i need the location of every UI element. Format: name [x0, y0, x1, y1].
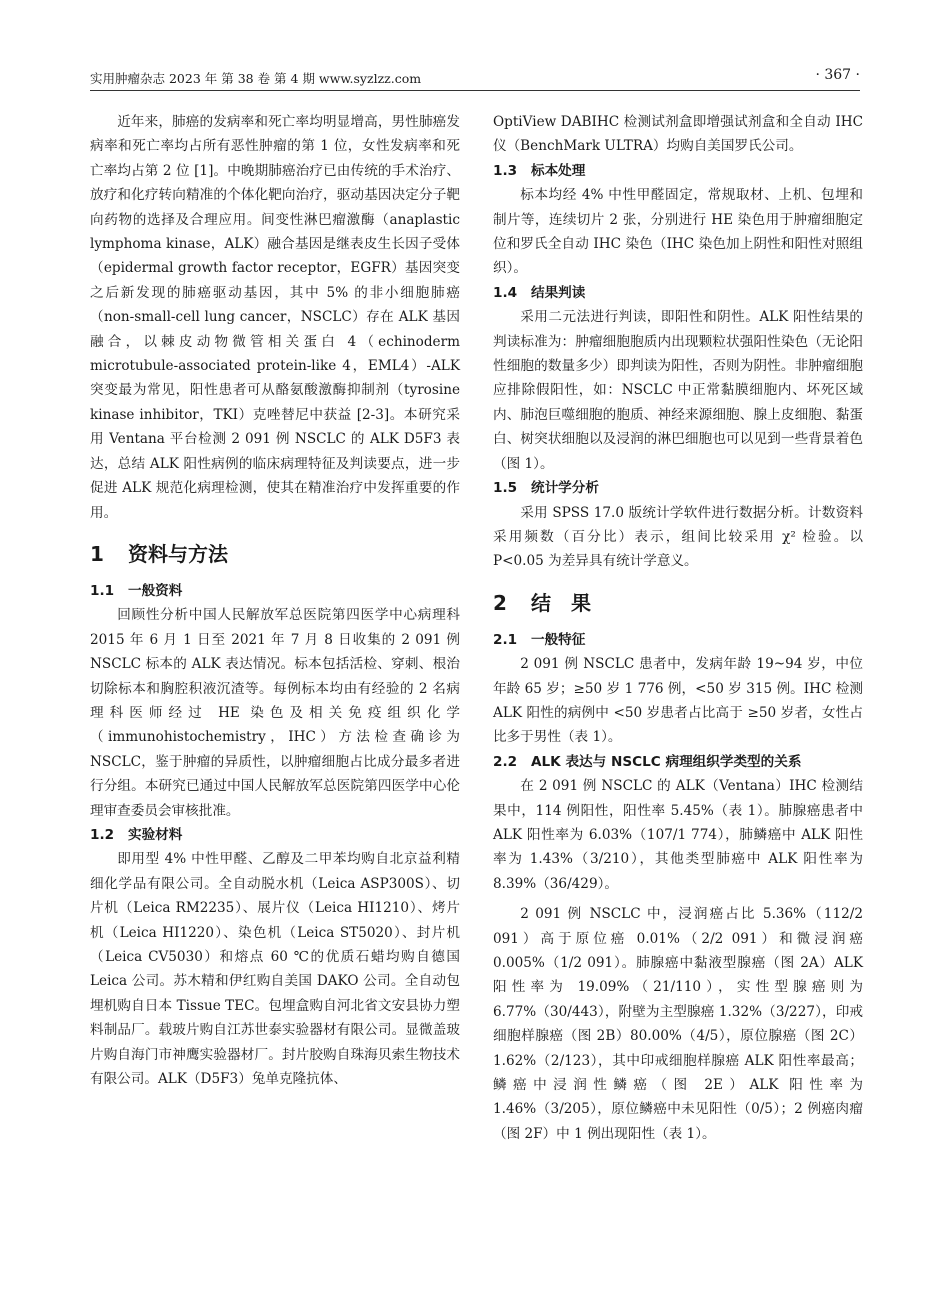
journal-info: 实用肿瘤杂志 2023 年 第 38 卷 第 4 期 www.syzlzz.com [90, 71, 422, 86]
section-2-title: 结 果 [531, 590, 591, 615]
section-1-2-continued: OptiView DABIHC 检测试剂盒即增强试剂盒和全自动 IHC 仪（BenchMark ULTRA）均购自美国罗氏公司。 [493, 114, 863, 155]
section-2-number: 2 [493, 590, 507, 615]
section-2-heading [493, 588, 863, 618]
section-1-2-title: 实验材料 [128, 826, 183, 843]
section-1-5-number: 1.5 [493, 480, 518, 497]
section-1-number: 1 [90, 541, 104, 566]
section-1-title: 资料与方法 [128, 541, 228, 566]
section-1-4-number: 1.4 [493, 284, 518, 301]
section-2-2-paragraph-2: 2 091 例 NSCLC 中，浸润癌占比 5.36%（112/2 091）高于原位癌 0.01%（2/2 091）和微浸润癌 0.005%（1/2 091）。肺腺癌中黏液型腺癌（图 2A）ALK 阳性率为 19.09%（21/110），实性型腺癌则为 6.77%（30/443），附壁为主型腺癌 1.32%（3/227），印戒细胞样腺癌（图 2B）80.00%（4/5），原位腺癌（图 2C）1.62%（2/123），其中印戒细胞样腺癌 ALK 阳性率最高；鳞癌中浸润性鳞癌（图 2E）ALK 阳性率为 1.46%（3/205），原位鳞癌中未见阳性（0/5）；2 例癌肉瘤（图 2F）中 1 例出现阳性（表 1）。 [493, 906, 863, 1142]
page-number: · 367 · [815, 67, 860, 83]
section-2-1-paragraph: 2 091 例 NSCLC 患者中，发病年龄 19~94 岁，中位年龄 65 岁；≥50 岁 1 776 例，<50 岁 315 例。IHC 检测 ALK 阳性的病例中 <50 岁患者占比高于 ≥50 岁者，女性占比多于男性（表 1）。 [493, 656, 863, 746]
section-1-2-heading [90, 823, 460, 847]
section-1-4-title: 结果判读 [531, 284, 586, 301]
section-1-1-paragraph: 回顾性分析中国人民解放军总医院第四医学中心病理科 2015 年 6 月 1 日至 2021 年 7 月 8 日收集的 2 091 例 NSCLC 标本的 ALK 表达情况。标本包括活检、穿刺、根治切除标本和胸腔积液沉渣等。每例标本均由有经验的 2 名病理科医师经过 HE 染色及相关免疫组织化学（immunohistochemistry，IHC）方法检查确诊为 NSCLC，鉴于肿瘤的异质性，以肿瘤细胞占比成分最多者进行分组。本研究已通过中国人民解放军总医院第四医学中心伦理审查委员会审核批准。 [90, 607, 460, 819]
section-1-1-number: 1.1 [90, 582, 115, 599]
left-column [90, 110, 460, 1091]
section-2-2-paragraph-1: 在 2 091 例 NSCLC 的 ALK（Ventana）IHC 检测结果中，114 例阳性，阳性率 5.45%（表 1）。肺腺癌患者中 ALK 阳性率为 6.03%（107/1 774），肺鳞癌中 ALK 阳性率为 1.43%（3/210），其他类型肺癌中 ALK 阳性率为 8.39%（36/429）。 [493, 778, 863, 892]
section-1-5-heading [493, 476, 863, 500]
section-2-2-title: ALK 表达与 NSCLC 病理组织学类型的关系 [531, 753, 802, 770]
section-1-5-title: 统计学分析 [531, 480, 599, 497]
running-header [90, 66, 860, 91]
right-column [493, 110, 863, 1146]
section-2-1-heading [493, 628, 863, 652]
section-1-3-title: 标本处理 [531, 162, 586, 179]
section-1-2-number: 1.2 [90, 826, 115, 843]
intro-paragraph: 近年来，肺癌的发病率和死亡率均明显增高，男性肺癌发病率和死亡率均占所有恶性肿瘤的第 1 位，女性发病率和死亡率均占第 2 位 [1]。中晚期肺癌治疗已由传统的手术治疗、放疗和化疗转向精准的个体化靶向治疗，驱动基因决定分子靶向药物的选择及合理应用。间变性淋巴瘤激酶（anaplastic lymphoma kinase，ALK）融合基因是继表皮生长因子受体（epidermal growth factor receptor，EGFR）基因突变之后新发现的肺癌驱动基因，其中 5% 的非小细胞肺癌（non-small-cell lung cancer，NSCLC）存在 ALK 基因融合，以棘皮动物微管相关蛋白 4（echinoderm microtubule-associated protein-like 4，EML4）-ALK 突变最为常见，阳性患者可从酪氨酸激酶抑制剂（tyrosine kinase inhibitor，TKI）克唑替尼中获益 [2-3]。本研究采用 Ventana 平台检测 2 091 例 NSCLC 的 ALK D5F3 表达，总结 ALK 阳性病例的临床病理特征及判读要点，进一步促进 ALK 规范化病理检测，使其在精准治疗中发挥重要的作用。 [90, 114, 460, 521]
section-1-4-heading [493, 281, 863, 305]
section-1-1-heading [90, 579, 460, 603]
section-1-4-paragraph: 采用二元法进行判读，即阳性和阴性。ALK 阳性结果的判读标准为：肿瘤细胞胞质内出现颗粒状强阳性染色（无论阳性细胞的数量多少）即判读为阳性，否则为阴性。非肿瘤细胞应排除假阳性，如：NSCLC 中正常黏膜细胞内、坏死区域内、肺泡巨噬细胞的胞质、神经来源细胞、腺上皮细胞、黏蛋白、树突状细胞以及浸润的淋巴细胞也可以见到一些背景着色（图 1）。 [493, 309, 863, 472]
section-2-1-title: 一般特征 [531, 631, 586, 648]
section-2-2-number: 2.2 [493, 753, 518, 770]
section-1-heading [90, 539, 460, 569]
section-2-2-heading [493, 750, 863, 774]
section-1-3-paragraph: 标本均经 4% 中性甲醛固定，常规取材、上机、包埋和制片等，连续切片 2 张，分别进行 HE 染色用于肿瘤细胞定位和罗氏全自动 IHC 染色（IHC 染色加上阴性和阳性对照组织）。 [493, 187, 863, 277]
section-1-3-number: 1.3 [493, 162, 518, 179]
section-2-1-number: 2.1 [493, 631, 518, 648]
section-1-2-paragraph: 即用型 4% 中性甲醛、乙醇及二甲苯均购自北京益利精细化学品有限公司。全自动脱水机（Leica ASP300S）、切片机（Leica RM2235）、展片仪（Leica HI1210）、烤片机（Leica HI1220）、染色机（Leica ST5020）、封片机（Leica CV5030）和熔点 60 ℃的优质石蜡均购自德国 Leica 公司。苏木精和伊红购自美国 DAKO 公司。全自动包埋机购自日本 Tissue TEC。包埋盒购自河北省文安县协力塑料制品厂。载玻片购自江苏世泰实验器材有限公司。显微盖玻片购自海门市神鹰实验器材厂。封片胶购自珠海贝索生物技术有限公司。ALK（D5F3）兔单克隆抗体、 [90, 851, 460, 1088]
section-1-5-paragraph: 采用 SPSS 17.0 版统计学软件进行数据分析。计数资料采用频数（百分比）表示，组间比较采用 χ² 检验。以 P<0.05 为差异具有统计学意义。 [493, 504, 863, 570]
section-1-3-heading [493, 159, 863, 183]
section-1-1-title: 一般资料 [128, 582, 183, 599]
